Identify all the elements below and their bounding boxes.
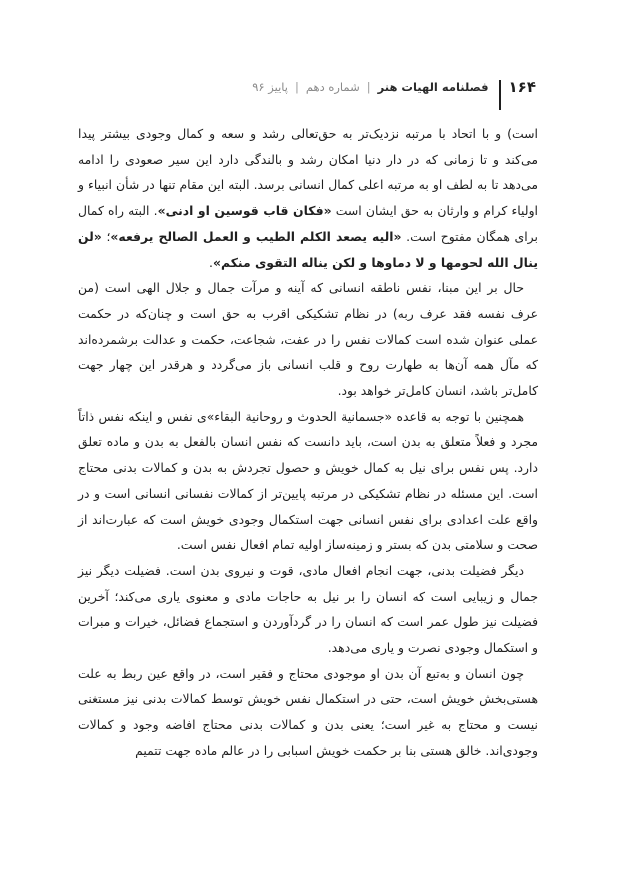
paragraph-2: حال بر این مبنا، نفس ناطقه انسانی که آینه و مرآت جمال و جلال الهی است (من عرف نفسه فقد عرف ربه) در نظام تشکیکی اقرب به حق است و چنان‌که در حکمت عملی عنوان شده است کمالات نفس را در عفت، شجاعت، حکمت و عدالت برشمرده‌اند که مآل همه آن‌ها به طهارت روح و قلب انسانی باز می‌گردد و هرقدر این چهار جهت کامل‌تر باشد، انسان کامل‌تر خواهد بود. <box>78 280 538 399</box>
paragraph-3: همچنین با توجه به قاعده «جسمانیة الحدوث و روحانیة البقاء»ی نفس و اینکه نفس ذاتاً مجرد و فعلاً متعلق به بدن است، باید دانست که نفس انسان بالفعل به بدن و ماده تعلق دارد. پس نفس برای نیل به کمال خویش و حصول تجردش به بدن و کمالات بدنی محتاج است. این مسئله در نظام تشکیکی در مرتبه پایین‌تر از کمالات نفسانی انسانی است و در واقع علت اعدادی برای نفس انسانی جهت استکمال وجودی خویش است که عبارت‌اند از صحت و سلامتی بدن که بستر و زمینه‌ساز اولیه تمام افعال نفس است. <box>78 408 538 553</box>
paragraph-1 <box>78 121 538 275</box>
running-header <box>252 72 536 102</box>
page-number: ۱۶۴ <box>508 78 536 96</box>
paragraph-4: دیگر فضیلت بدنی، جهت انجام افعال مادی، قوت و نیروی بدن است. فضیلت دیگر نیز جمال و زیبایی است که انسان را بر نیل به حاجات مادی و معنوی یاری می‌کند؛ آخرین فضیلت نیز طول عمر است که انسان را در گردآوردن و استجماع فضائل، خیرات و مبرات و استکمال وجودی نصرت و یاری می‌دهد. <box>78 562 538 656</box>
header-separator: | <box>294 80 299 94</box>
paragraph-text: ؛ <box>101 228 111 244</box>
journal-title: فصلنامه الهیات هنر <box>377 80 489 94</box>
quranic-quote: «فکان قاب قوسین او ادنی» <box>157 203 332 219</box>
header-separator: | <box>366 80 371 94</box>
paragraph-5: چون انسان و به‌تبع آن بدن او موجودی محتاج و فقیر است، در واقع عین ربط به علت هستی‌بخش خویش است، حتی در استکمال نفس خویش توسط کمالات بدنی نیز مستغنی نیست و محتاج به غیر است؛ یعنی بدن و کمالات بدنی محتاج افاضه وجود و کمالات وجودی‌اند. خالق هستی بنا بر حکمت خویش اسبابی را در عالم ماده جهت تتمیم <box>78 665 538 758</box>
paragraph-text: . البته راه کمال برای همگان مفتوح است. <box>78 203 538 244</box>
header-divider <box>499 80 501 110</box>
issue-number: شماره دهم <box>305 80 360 94</box>
article-body <box>78 121 538 764</box>
quranic-quote: «لن ینال الله لحومها و لا دماوها و لکن یناله التقوی منکم» <box>78 228 538 270</box>
paragraph-text: . <box>209 254 213 270</box>
quranic-quote: «الیه یصعد الکلم الطیب و العمل الصالح یرفعه» <box>110 228 402 244</box>
issue-season: پاییز ۹۶ <box>252 80 288 94</box>
paragraph-text: است) و با اتحاد با مرتبه نزدیک‌تر به حق‌تعالی رشد و سعه و کمال وجودی بیشتر پیدا می‌کند و تا زمانی که در دار دنیا امکان رشد و بالندگی دارد این سیر صعودی را ادامه می‌دهد تا به لطف او به مرتبه اعلی کمال انسانی برسد. البته این مقام تنها در شأن انبیاء و اولیاء کرام و وارثان به حق ایشان است <box>78 126 538 219</box>
